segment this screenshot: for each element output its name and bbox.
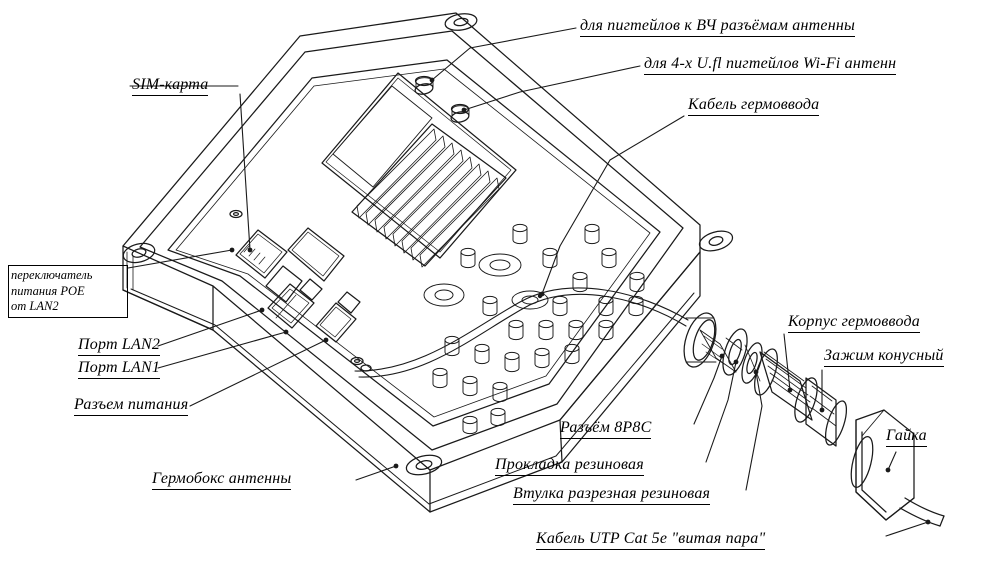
antenna-connector-posts bbox=[414, 77, 470, 124]
pcb-components-left bbox=[266, 228, 344, 302]
label-pigtails-rf: для пигтейлов к ВЧ разъёмам антенны bbox=[580, 17, 855, 37]
label-nut: Гайка bbox=[886, 427, 927, 447]
label-port-lan2: Порт LAN2 bbox=[78, 336, 160, 356]
internal-cable bbox=[355, 288, 688, 377]
label-enclosure: Гермобокс антенны bbox=[152, 470, 291, 490]
pcb-board bbox=[322, 73, 516, 258]
label-connector-8p8c: Разъём 8P8C bbox=[560, 419, 651, 439]
poe-switch-line-2: питания POE bbox=[11, 283, 85, 298]
label-split-rubber-bushing: Втулка разрезная резиновая bbox=[513, 485, 710, 505]
poe-switch-line-3: от LAN2 bbox=[11, 299, 59, 314]
label-sim-card: SIM-карта bbox=[132, 76, 208, 96]
label-rubber-gasket: Прокладка резиновая bbox=[495, 456, 644, 476]
poe-switch-line-1: переключатель bbox=[11, 268, 93, 282]
label-cone-clamp: Зажим конусный bbox=[824, 347, 944, 367]
cable-gland-assembly bbox=[678, 309, 944, 526]
label-gland-body: Корпус гермоввода bbox=[788, 313, 920, 333]
label-gland-cable: Кабель гермоввода bbox=[688, 96, 819, 116]
utp-cable bbox=[900, 498, 944, 526]
label-port-lan1: Порт LAN1 bbox=[78, 359, 160, 379]
cone-clamp bbox=[806, 378, 851, 447]
label-pigtails-ufl: для 4-х U.fl пигтейлов Wi-Fi антенн bbox=[644, 55, 896, 75]
label-power-connector: Разъем питания bbox=[74, 396, 188, 416]
label-utp-cable: Кабель UTP Cat 5e "витая пара" bbox=[536, 530, 765, 550]
label-poe-switch bbox=[8, 265, 128, 318]
heatsink bbox=[352, 124, 506, 267]
